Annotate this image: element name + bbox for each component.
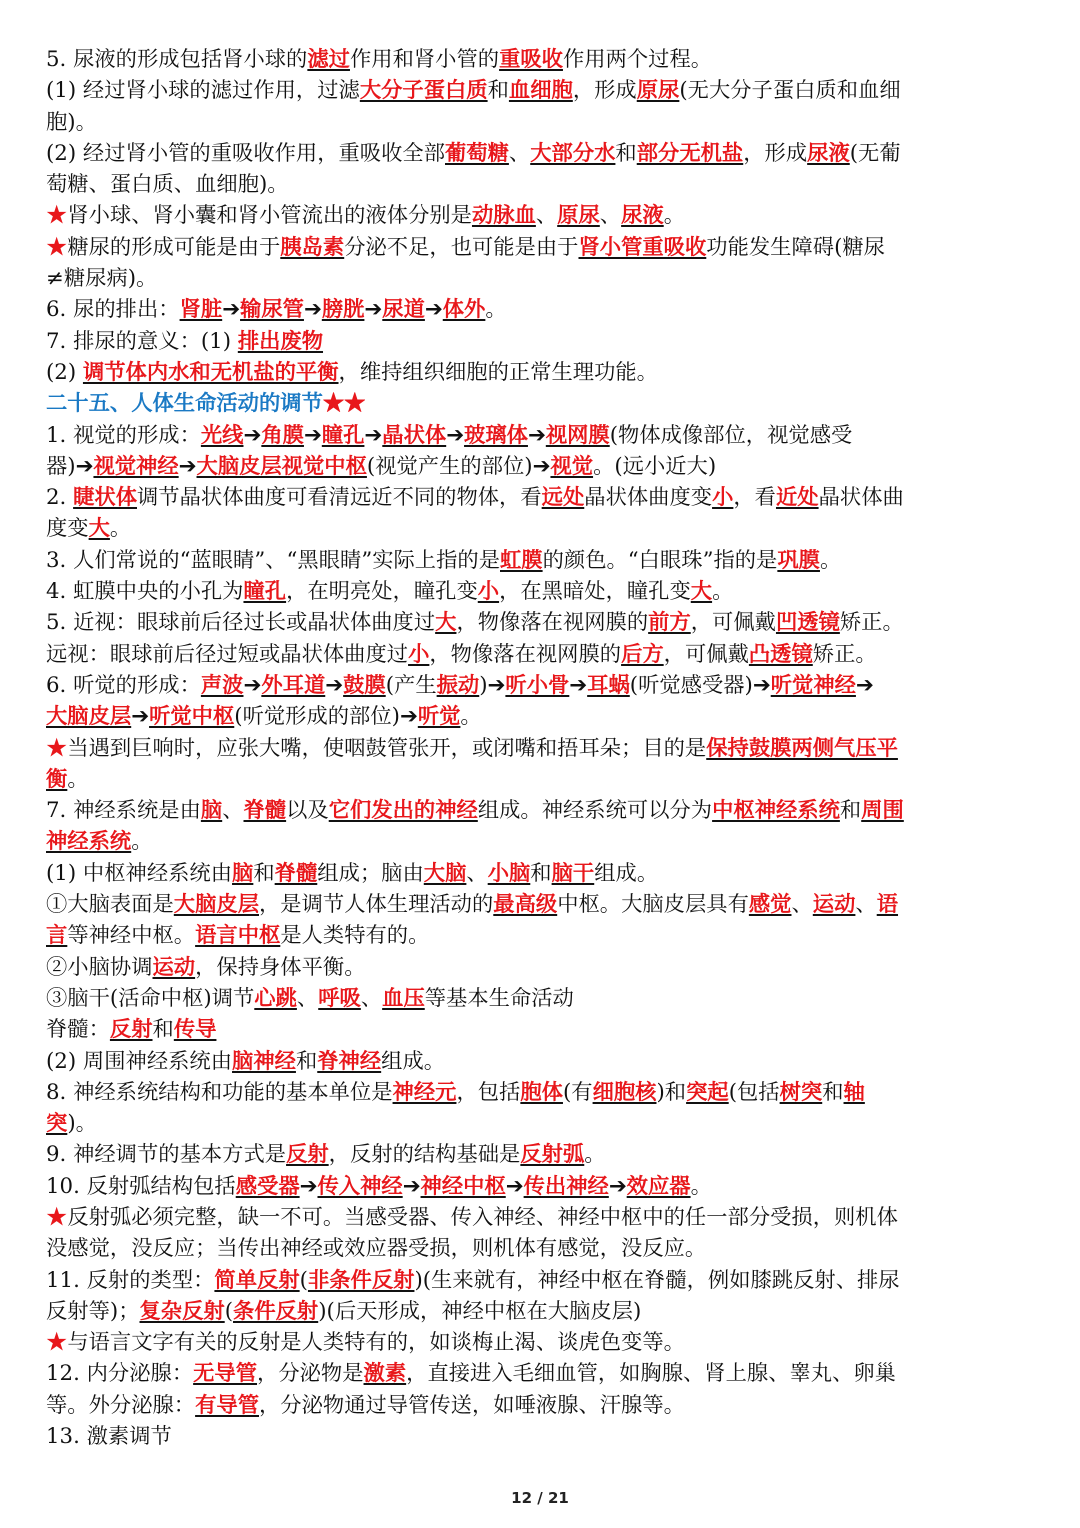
text-segment: ③脑干(活命中枢)调节 (46, 985, 255, 1011)
text-segment: 作用两个过程。 (562, 47, 713, 72)
text-segment: 等基本生命活动 (424, 985, 574, 1011)
section-heading (46, 388, 1040, 419)
text-segment: ➔ (364, 297, 383, 323)
text-segment: 。 (67, 766, 89, 792)
text-line (46, 1265, 1040, 1296)
text-line (46, 889, 1040, 920)
keyword-answer: 激素 (363, 1361, 407, 1387)
keyword-answer: 视觉神经 (93, 453, 179, 479)
text-segment: )(后天形成，神经中枢在大脑皮层) (318, 1298, 642, 1324)
keyword-answer: 大脑皮层视觉中枢 (196, 453, 367, 479)
text-segment: ➔ (303, 422, 322, 448)
keyword-answer: 排出废物 (237, 328, 324, 354)
text-line (46, 200, 1040, 231)
text-segment: (1) 经过肾小球的滤过作用，过滤 (46, 78, 360, 104)
text-segment: 矫正。 (839, 610, 904, 636)
text-segment: ➔ (505, 1173, 524, 1199)
keyword-answer: 部分无机盐 (636, 140, 744, 166)
text-line (46, 326, 1040, 357)
text-segment: 、 (222, 798, 244, 824)
keyword-answer: 凹透镜 (775, 610, 840, 636)
keyword-answer: 肾小管重吸收 (578, 234, 707, 260)
text-segment: 12. 内分泌腺： (46, 1361, 194, 1387)
keyword-answer: 感觉 (748, 892, 792, 918)
text-segment: 、 (508, 140, 531, 166)
text-segment: 器)➔ (46, 453, 94, 479)
text-line (46, 513, 1040, 544)
keyword-answer: 脑干 (551, 860, 595, 886)
text-segment: ( (299, 1267, 308, 1293)
text-line (46, 107, 1040, 138)
keyword-answer: 前方 (648, 610, 691, 636)
text-segment: 、 (296, 985, 319, 1011)
text-segment: 、 (599, 203, 622, 229)
text-segment: 、 (535, 203, 558, 229)
text-segment: 4. 虹膜中央的小孔为 (46, 579, 244, 605)
keyword-answer: 葡萄糖 (445, 140, 509, 166)
keyword-answer: 小 (712, 485, 734, 511)
text-segment: (2) (46, 359, 83, 385)
text-segment: 8. 神经系统结构和功能的基本单位是 (46, 1079, 393, 1105)
text-line (46, 1014, 1040, 1045)
keyword-answer: 尿道 (382, 297, 425, 323)
text-segment: 二十五、人体生命活动的调节 (46, 391, 323, 417)
keyword-answer: 晶状体 (382, 422, 447, 448)
text-segment: 当遇到巨响时，应张大嘴，使咽鼓管张开，或闭嘴和捂耳朵；目的是 (67, 735, 707, 761)
keyword-answer: 光线 (200, 422, 244, 448)
keyword-answer: 小脑 (487, 860, 531, 886)
document-body (46, 44, 1040, 1452)
text-line (46, 1046, 1040, 1077)
text-segment: 和 (839, 798, 862, 824)
text-segment: 。 (460, 704, 482, 730)
star-icon: ★ (46, 735, 68, 761)
keyword-answer: 睫状体 (73, 485, 137, 511)
text-segment: 作用和肾小管的 (349, 47, 500, 72)
keyword-answer: 输尿管 (240, 297, 304, 323)
text-segment: 的颜色。“白眼珠”指的是 (542, 547, 778, 573)
keyword-answer: 瞳孔 (321, 422, 365, 448)
text-segment: )。 (67, 1111, 97, 1137)
text-segment: 。(远小近大) (593, 453, 717, 479)
keyword-answer: 它们发出的神经 (328, 798, 478, 824)
text-segment: 11. 反射的类型： (46, 1267, 215, 1293)
keyword-answer: 原尿 (636, 78, 680, 104)
keyword-answer: 外耳道 (261, 672, 326, 698)
text-segment: )(生来就有，神经中枢在脊髓，例如膝跳反射、排尿 (414, 1267, 900, 1293)
keyword-answer: 无导管 (193, 1361, 258, 1387)
keyword-answer: 突起 (686, 1079, 729, 1105)
text-segment: ≠糖尿病)。 (46, 266, 158, 292)
keyword-answer: 大 (690, 579, 713, 605)
keyword-answer: 衡 (46, 766, 68, 792)
text-segment: ，在黑暗处，瞳孔变 (499, 579, 691, 605)
text-segment: (2) 周围神经系统由 (46, 1048, 233, 1074)
text-line (46, 1077, 1040, 1108)
keyword-answer: 神经元 (392, 1079, 457, 1105)
text-segment: 和 (487, 78, 509, 104)
text-segment: ，看 (733, 485, 776, 511)
text-line (46, 639, 1040, 670)
keyword-answer: 巩膜 (777, 547, 820, 573)
keyword-answer: 神经系统 (46, 829, 132, 855)
text-line (46, 826, 1040, 857)
text-line (46, 1390, 1040, 1421)
keyword-answer: 传入神经 (317, 1173, 403, 1199)
text-segment: 糖尿的形成可能是由于 (67, 234, 281, 260)
text-line (46, 1358, 1040, 1389)
text-segment: 没感觉，没反应；当传出神经或效应器受损，则机体有感觉，没反应。 (46, 1236, 707, 1262)
keyword-answer: 耳蜗 (587, 672, 630, 698)
text-segment: 、 (855, 892, 877, 918)
keyword-answer: 膀胱 (321, 297, 365, 323)
text-segment: 。 (690, 1173, 712, 1199)
text-segment: 中枢。大脑皮层具有 (557, 892, 749, 918)
keyword-answer: 血细胞 (508, 78, 573, 104)
text-segment: 晶状体曲度变 (584, 485, 713, 511)
text-segment: ，维持组织细胞的正常生理功能。 (338, 359, 658, 385)
keyword-answer: 远处 (541, 485, 585, 511)
text-segment: ➔ (364, 422, 383, 448)
text-segment: ，反射的结构基础是 (328, 1142, 521, 1168)
keyword-answer: 尿液 (807, 140, 850, 166)
text-line (46, 263, 1040, 294)
text-segment: 度变 (46, 516, 89, 542)
text-segment: 远视：眼球前后径过短或晶状体曲度过 (46, 641, 409, 667)
star-icon: ★ (46, 1204, 68, 1230)
keyword-answer: 虹膜 (500, 547, 543, 573)
text-segment: 和 (253, 860, 275, 886)
text-segment: (无大分子蛋白质和血细 (679, 78, 901, 104)
keyword-answer: 大 (88, 516, 110, 542)
text-segment: 和 (530, 860, 552, 886)
keyword-answer: 脊神经 (317, 1048, 382, 1074)
text-segment: 5. 尿液的形成包括肾小球的 (46, 47, 308, 72)
text-segment: 功能发生障碍(糖尿 (706, 234, 885, 260)
text-line (46, 764, 1040, 795)
keyword-answer: 效应器 (626, 1173, 691, 1199)
text-line (46, 75, 1040, 106)
text-segment: 2. (46, 485, 74, 511)
text-line (46, 482, 1040, 513)
text-segment: ➔ (446, 422, 465, 448)
text-line (46, 701, 1040, 732)
text-line (46, 607, 1040, 638)
text-line (46, 420, 1040, 451)
text-segment: 6. 尿的排出： (46, 297, 180, 323)
text-segment: 分泌不足，也可能是由于 (344, 234, 579, 260)
keyword-answer: 有导管 (195, 1392, 259, 1418)
text-segment: (听觉感受器)➔ (629, 672, 771, 698)
keyword-answer: 大分子蛋白质 (359, 78, 488, 104)
text-segment: ➔ (527, 422, 546, 448)
keyword-answer: 细胞核 (592, 1079, 657, 1105)
text-line (46, 576, 1040, 607)
text-segment: ，在明亮处，瞳孔变 (286, 579, 478, 605)
keyword-answer: 呼吸 (318, 985, 361, 1011)
text-segment: ➔ (299, 1173, 318, 1199)
text-segment: ，是调节人体生理活动的 (259, 892, 494, 918)
keyword-answer: 非条件反射 (307, 1267, 415, 1293)
text-line (46, 795, 1040, 826)
text-segment: 萄糖、蛋白质、血细胞)。 (46, 172, 289, 198)
text-line (46, 232, 1040, 263)
keyword-answer: 小 (408, 641, 430, 667)
keyword-answer: 小 (477, 579, 500, 605)
text-segment: (无葡 (849, 140, 901, 166)
keyword-answer: 胞体 (520, 1079, 563, 1105)
keyword-answer: 脊髓 (243, 798, 287, 824)
text-segment: ➔ (855, 672, 874, 698)
text-segment: 肾小球、肾小囊和肾小管流出的液体分别是 (67, 203, 472, 229)
keyword-answer: 大部分水 (530, 140, 616, 166)
keyword-answer: 条件反射 (233, 1298, 319, 1324)
keyword-answer: 脑 (232, 860, 254, 886)
text-segment: )➔ (479, 672, 506, 698)
text-segment: (物体成像部位，视觉感受 (609, 422, 853, 448)
keyword-answer: 玻璃体 (464, 422, 528, 448)
keyword-answer: 听小骨 (505, 672, 570, 698)
text-segment: ，物像落在视网膜的 (429, 641, 622, 667)
keyword-answer: 大脑皮层 (46, 704, 132, 730)
keyword-answer: 振动 (436, 672, 480, 698)
text-segment: 9. 神经调节的基本方式是 (46, 1142, 287, 1168)
keyword-answer: 周围 (861, 798, 904, 824)
keyword-answer: 简单反射 (214, 1267, 300, 1293)
text-line (46, 983, 1040, 1014)
text-line (46, 733, 1040, 764)
text-segment: )和 (656, 1079, 687, 1105)
text-segment: ，可佩戴 (663, 641, 749, 667)
text-segment: ，保持身体平衡。 (195, 954, 366, 980)
text-segment: 晶状体曲 (818, 485, 904, 511)
text-segment: (包括 (728, 1079, 780, 1105)
keyword-answer: 调节体内水和无机盐的平衡 (82, 359, 339, 385)
keyword-answer: 视觉 (550, 453, 594, 479)
text-segment: 。 (131, 829, 153, 855)
text-segment: ➔ (243, 672, 262, 698)
keyword-answer: 运动 (152, 954, 196, 980)
keyword-answer: 重吸收 (499, 47, 563, 72)
text-line (46, 1421, 1040, 1452)
text-segment: 7. 神经系统是由 (46, 798, 201, 824)
text-segment: 等。外分泌腺： (46, 1392, 196, 1418)
text-segment: ➔ (303, 297, 322, 323)
keyword-answer: 体外 (442, 297, 486, 323)
keyword-answer: 反射弧 (520, 1142, 585, 1168)
text-segment: 和 (822, 1079, 844, 1105)
text-segment: ➔ (222, 297, 241, 323)
text-segment: 与语言文字有关的反射是人类特有的，如谈梅止渴、谈虎色变等。 (67, 1330, 685, 1356)
text-line (46, 357, 1040, 388)
text-segment: 6. 听觉的形成： (46, 672, 201, 698)
text-segment: 。 (485, 297, 507, 323)
text-segment: ( (224, 1298, 234, 1324)
text-segment: ②小脑协调 (46, 954, 153, 980)
text-segment: 、 (466, 860, 488, 886)
keyword-answer: 保持鼓膜两侧气压平 (706, 735, 898, 761)
text-segment: (1) 中枢神经系统由 (46, 860, 233, 886)
text-segment: 、 (360, 985, 383, 1011)
keyword-answer: 视网膜 (545, 422, 610, 448)
page-number: 12 / 21 (511, 1489, 569, 1507)
text-segment: 。 (712, 579, 734, 605)
keyword-answer: 传出神经 (523, 1173, 609, 1199)
text-segment: 7. 排尿的意义：(1) (46, 328, 238, 354)
text-segment: 组成。 (381, 1048, 446, 1074)
text-segment: ①大脑表面是 (46, 892, 174, 918)
keyword-answer: 轴 (843, 1079, 865, 1105)
text-segment: 、 (791, 892, 813, 918)
text-line (46, 169, 1040, 200)
keyword-answer: 语言中枢 (195, 923, 281, 949)
text-segment: (听觉形成的部位)➔ (234, 704, 418, 730)
keyword-answer: 脊髓 (274, 860, 318, 886)
keyword-answer: 声波 (200, 672, 244, 698)
text-line (46, 138, 1040, 169)
text-segment: (视觉产生的部位)➔ (366, 453, 551, 479)
keyword-answer: 语 (876, 892, 899, 918)
star-icon: ★ (46, 203, 68, 229)
keyword-answer: 大 (435, 610, 457, 636)
text-segment: 。 (819, 547, 842, 573)
text-line (46, 44, 1040, 75)
text-line (46, 1327, 1040, 1358)
text-segment: 矫正。 (812, 641, 877, 667)
keyword-answer: 突 (46, 1111, 68, 1137)
star-icon: ★ (46, 234, 68, 260)
keyword-answer: 中枢神经系统 (712, 798, 840, 824)
text-line (46, 920, 1040, 951)
keyword-answer: 听觉 (417, 704, 461, 730)
keyword-answer: 后方 (621, 641, 664, 667)
text-segment: 3. 人们常说的“蓝眼睛”、“黑眼睛”实际上指的是 (46, 547, 500, 573)
keyword-answer: 复杂反射 (139, 1298, 225, 1324)
keyword-answer: 树突 (779, 1079, 823, 1105)
keyword-answer: 最高级 (493, 892, 558, 918)
text-segment: ，包括 (456, 1079, 521, 1105)
text-segment: ➔ (131, 704, 150, 730)
text-segment: 组成；脑由 (317, 860, 424, 886)
text-segment: (2) 经过肾小管的重吸收作用，重吸收全部 (46, 140, 445, 166)
text-line (46, 1202, 1040, 1233)
text-segment: 和 (295, 1048, 318, 1074)
text-line (46, 1171, 1040, 1202)
text-segment: 和 (152, 1017, 174, 1043)
star-icon: ★ (46, 1330, 68, 1356)
text-segment: 1. 视觉的形成： (46, 422, 201, 448)
keyword-answer: 脑 (200, 798, 223, 824)
keyword-answer: 大脑皮层 (173, 892, 259, 918)
keyword-answer: 鼓膜 (343, 672, 386, 698)
text-segment: ➔ (325, 672, 344, 698)
keyword-answer: 反射 (109, 1017, 153, 1043)
text-line (46, 952, 1040, 983)
keyword-answer: 听觉神经 (770, 672, 856, 698)
text-segment: 反射等)； (46, 1298, 140, 1324)
text-segment: ，分泌物通过导管传送，如唾液腺、汗腺等。 (259, 1392, 685, 1418)
text-segment: 胞)。 (46, 109, 97, 135)
text-segment: 13. 激素调节 (46, 1424, 172, 1450)
text-line (46, 858, 1040, 889)
keyword-answer: 瞳孔 (243, 579, 287, 605)
keyword-answer: 动脉血 (471, 203, 536, 229)
keyword-answer: 凸透镜 (748, 641, 813, 667)
text-segment: 等神经中枢。 (67, 923, 196, 949)
text-line (46, 1108, 1040, 1139)
text-segment: ➔ (402, 1173, 421, 1199)
keyword-answer: 运动 (812, 892, 856, 918)
text-segment: 。 (663, 203, 686, 229)
text-segment: ➔ (608, 1173, 627, 1199)
keyword-answer: 肾脏 (179, 297, 223, 323)
text-segment: 反射弧必须完整，缺一不可。当感受器、传入神经、神经中枢中的任一部分受损，则机体 (67, 1204, 898, 1230)
text-segment: ，可佩戴 (690, 610, 776, 636)
text-line (46, 670, 1040, 701)
text-segment: ➔ (178, 453, 197, 479)
text-segment: 5. 近视：眼球前后径过长或晶状体曲度过 (46, 610, 436, 636)
text-segment: (有 (562, 1079, 593, 1105)
text-line (46, 1139, 1040, 1170)
text-segment: 组成。神经系统可以分为 (477, 798, 713, 824)
keyword-answer: 尿液 (621, 203, 664, 229)
keyword-answer: 脑神经 (232, 1048, 296, 1074)
text-segment: ，分泌物是 (257, 1361, 364, 1387)
keyword-answer: 反射 (286, 1142, 329, 1168)
keyword-answer: 血压 (382, 985, 425, 1011)
keyword-answer: 言 (46, 923, 68, 949)
keyword-answer: 神经中枢 (420, 1173, 506, 1199)
text-segment: (产生 (385, 672, 437, 698)
keyword-answer: 心跳 (254, 985, 297, 1011)
text-line (46, 545, 1040, 576)
text-segment: 调节晶状体曲度可看清远近不同的物体，看 (137, 485, 542, 511)
keyword-answer: 滤过 (307, 47, 350, 72)
keyword-answer: 听觉中枢 (149, 704, 235, 730)
text-segment: ，形成 (743, 140, 808, 166)
text-segment: 组成。 (594, 860, 659, 886)
keyword-answer: 原尿 (557, 203, 600, 229)
text-segment: ➔ (424, 297, 443, 323)
text-segment: 10. 反射弧结构包括 (46, 1173, 236, 1199)
text-segment: ，物像落在视网膜的 (456, 610, 649, 636)
keyword-answer: 胰岛素 (280, 234, 345, 260)
text-segment: 。 (109, 516, 132, 542)
keyword-answer: 感受器 (235, 1173, 300, 1199)
text-segment: 和 (615, 140, 637, 166)
text-segment: ，直接进入毛细血管，如胸腺、肾上腺、睾丸、卵巢 (406, 1361, 896, 1387)
text-segment: ➔ (243, 422, 262, 448)
keyword-answer: 近处 (775, 485, 819, 511)
text-segment: ，形成 (572, 78, 637, 104)
text-line (46, 1296, 1040, 1327)
text-line (46, 1233, 1040, 1264)
keyword-answer: 角膜 (261, 422, 304, 448)
importance-stars: ★★ (322, 391, 366, 417)
text-line (46, 294, 1040, 325)
text-segment: ➔ (569, 672, 588, 698)
text-segment: 脊髓： (46, 1017, 110, 1043)
keyword-answer: 传导 (173, 1017, 217, 1043)
text-segment: 以及 (286, 798, 329, 824)
keyword-answer: 大脑 (423, 860, 467, 886)
text-segment: 是人类特有的。 (280, 923, 430, 949)
text-line (46, 451, 1040, 482)
text-segment: 。 (584, 1142, 606, 1168)
